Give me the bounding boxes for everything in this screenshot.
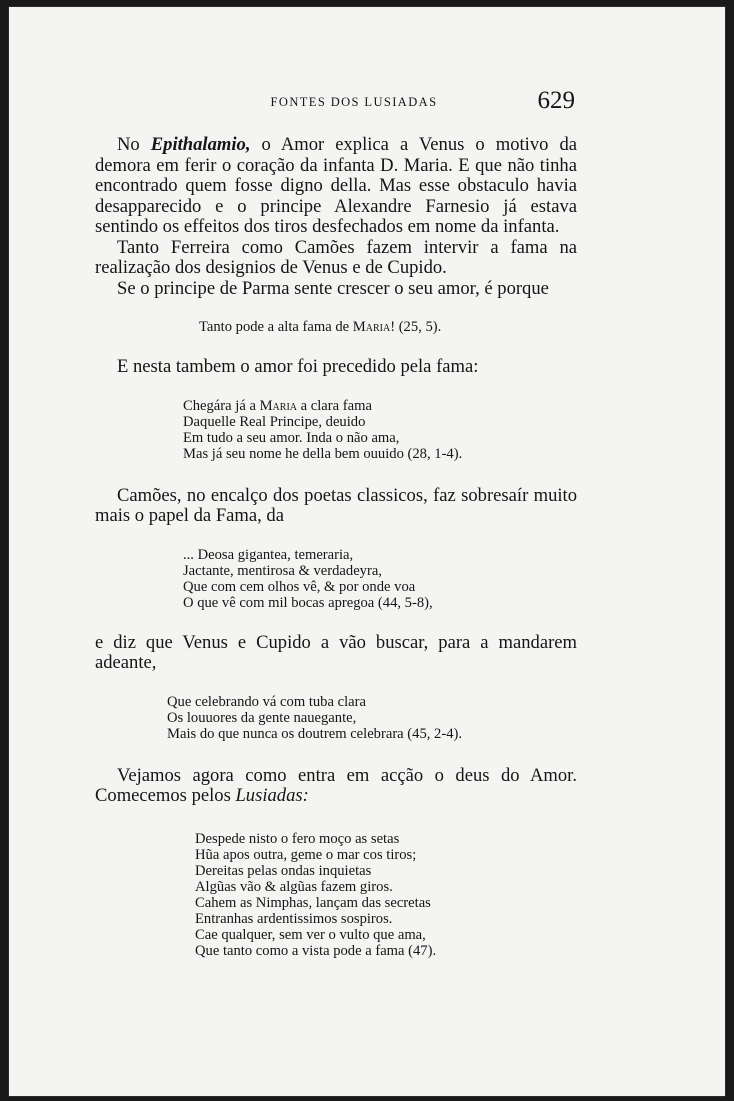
paragraph-camoes: Camões, no encalço dos poetas classicos, faz sobresaír muito mais o papel da Fama, da: [95, 484, 577, 526]
paragraph-fama: Tanto Ferreira como Camões fazem intervir a fama na realização dos designios de Venus e de Cupido.: [95, 236, 577, 278]
page-number: 629: [537, 87, 575, 114]
paragraph-principe: Se o principe de Parma sente crescer o seu amor, é porque: [117, 277, 549, 299]
quote-chegara: Chegára já a Maria a clara fama Daquelle Real Principe, deuido Em tudo a seu amor. Inda o não ama, Mas já seu nome he della bem ouuido (28, 1-4).: [183, 397, 463, 462]
paragraph-nesta: E nesta tambem o amor foi precedido pela fama:: [117, 356, 479, 377]
work-title-lusiadas: Lusiadas:: [235, 785, 309, 806]
paragraph-vejamos: Vejamos agora como entra em acção o deus do Amor. Comecemos pelos Lusiadas:: [95, 764, 577, 806]
quote-alta-fama: Tanto pode a alta fama de Maria! (25, 5).: [199, 319, 442, 335]
paragraph-epithalamio: No Epithalamio, o Amor explica a Venus o motivo da demora em ferir o coração da infanta D. Maria. E que não tinha encontrado quem fosse digno della. Mas esse obstaculo havia desapparecido e o principe Alexandre Farnesio já estava sentindo os effeitos dos tiros desfechados em nome da infanta.: [95, 134, 578, 237]
quote-tuba-clara: Que celebrando vá com tuba clara Os louuores da gente nauegante, Mais do que nunca os doutrem celebrara (45, 2-4).: [167, 693, 463, 742]
quote-despede: Despede nisto o fero moço as setas Hũa apos outra, geme o mar cos tiros; Dereitas pelas ondas inquietas Algũas vão & algũas fazem giros. Cahem as Nimphas, lançam das secretas Entranhas ardentissimos sospiros. Cae qualquer, sem ver o vulto que ama, Que tanto como a vista pode a fama (47).: [195, 830, 437, 959]
page-body: [95, 135, 577, 959]
quote-deosa: ... Deosa gigantea, temeraria, Jactante, mentirosa & verdadeyra, Que com cem olhos vê, & por onde voa O que vê com mil bocas apregoa (44, 5-8),: [183, 546, 433, 611]
book-page: [8, 6, 726, 1097]
running-head: FONTES DOS LUSIADAS: [270, 95, 438, 109]
paragraph-venus-cupido: e diz que Venus e Cupido a vão buscar, para a mandarem adeante,: [95, 631, 577, 673]
work-title-epithalamio: Epithalamio,: [150, 134, 251, 155]
